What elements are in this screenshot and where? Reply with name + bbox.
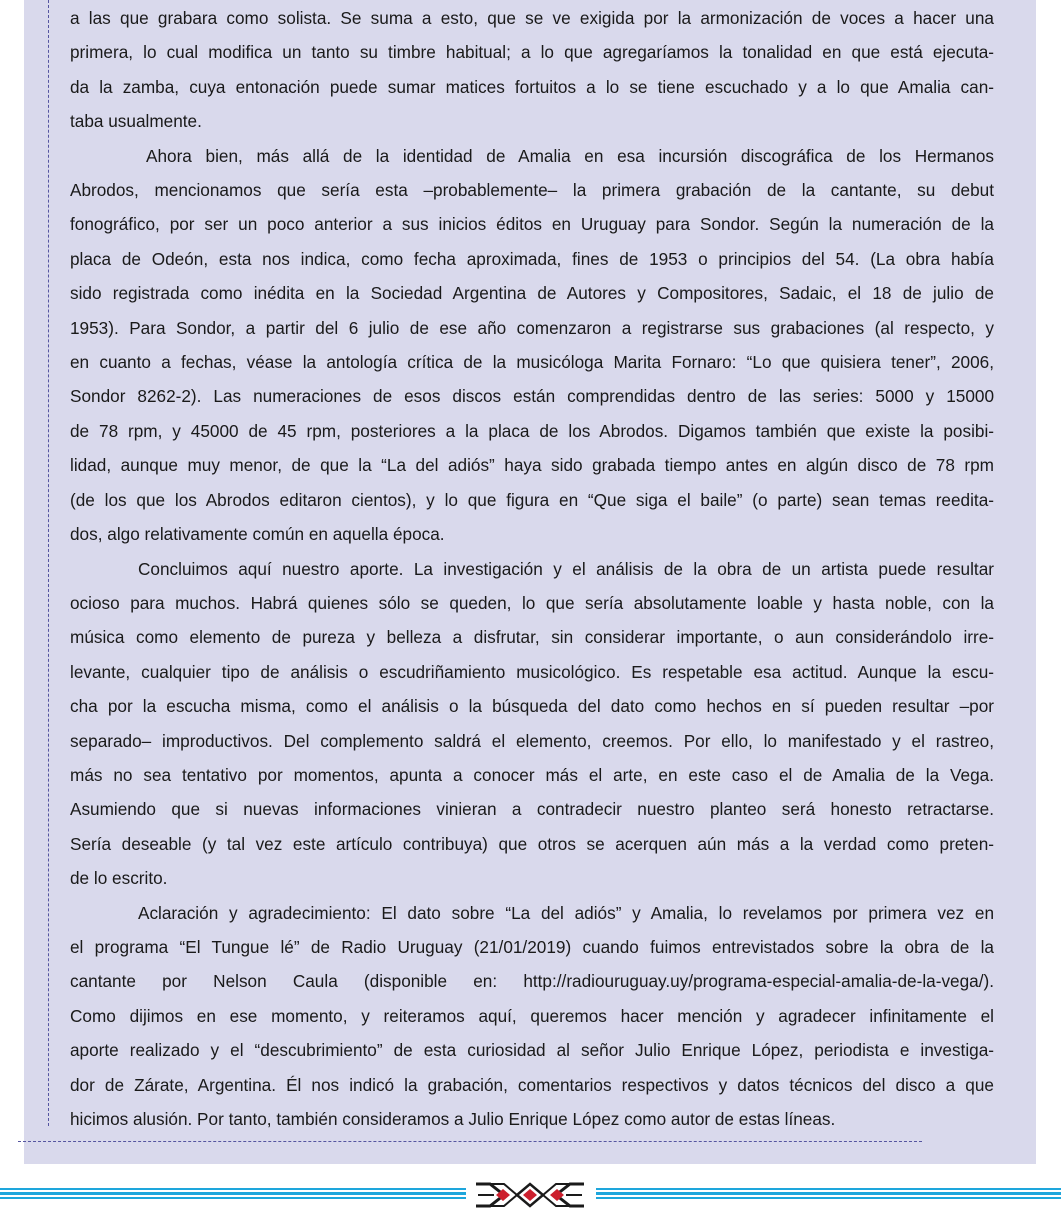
text-line: cantante por Nelson Caula (disponible en: http://radiouruguay.uy/programa-especial-amalia-de-la-vega/). xyxy=(70,971,994,992)
text-line: dor de Zárate, Argentina. Él nos indicó la grabación, comentarios respectivos y datos técnicos del disco a que xyxy=(70,1074,994,1095)
text-line: el programa “El Tungue lé” de Radio Uruguay (21/01/2019) cuando fuimos entrevistados sobre la obra de la xyxy=(70,936,994,957)
footer-line-right xyxy=(596,1188,1061,1200)
text-line: cha por la escucha misma, como el análisis o la búsqueda del dato como hechos en sí pueden resultar –por xyxy=(70,696,994,717)
text-line: Como dijimos en ese momento, y reiteramos aquí, queremos hacer mención y agradecer infinitamente el xyxy=(70,1005,994,1026)
text-line: sido registrada como inédita en la Sociedad Argentina de Autores y Compositores, Sadaic, el 18 de julio de xyxy=(70,283,994,304)
text-line: primera, lo cual modifica un tanto su timbre habitual; a lo que agregaríamos la tonalidad en que está ejecuta- xyxy=(70,42,994,63)
paragraph xyxy=(70,896,994,1137)
text-line: música como elemento de pureza y belleza a disfrutar, sin considerar importante, o aun considerándolo irre- xyxy=(70,627,994,648)
paragraph xyxy=(70,552,994,896)
text-line: Concluimos aquí nuestro aporte. La investigación y el análisis de la obra de un artista puede resultar xyxy=(138,558,994,579)
text-line: separado– improductivos. Del complemento saldrá el elemento, creemos. Por ello, lo manifestado y el rastreo, xyxy=(70,730,994,751)
text-line: 1953). Para Sondor, a partir del 6 julio de ese año comenzaron a registrarse sus grabaciones (al respecto, y xyxy=(70,317,994,338)
text-line: dos, algo relativamente común en aquella época. xyxy=(70,524,445,545)
text-line: de lo escrito. xyxy=(70,868,168,889)
text-line: Aclaración y agradecimiento: El dato sobre “La del adiós” y Amalia, lo revelamos por primera vez en xyxy=(138,902,994,923)
paragraph xyxy=(70,139,994,552)
text-line: ocioso para muchos. Habrá quienes sólo se queden, lo que sería absolutamente loable y hasta noble, con la xyxy=(70,592,994,613)
text-line: hicimos alusión. Por tanto, también consideramos a Julio Enrique López como autor de estas líneas. xyxy=(70,1109,836,1129)
diamond-pattern-ornament-icon xyxy=(474,1180,586,1210)
dashed-horizontal-rule xyxy=(18,1141,922,1142)
text-line: Ahora bien, más allá de la identidad de Amalia en esa incursión discográfica de los Hermanos xyxy=(146,145,994,166)
text-line: aporte realizado y el “descubrimiento” de esta curiosidad al señor Julio Enrique López, periodista e investiga- xyxy=(70,1040,994,1061)
text-line: a las que grabara como solista. Se suma a esto, que se ve exigida por la armonización de voces a hacer una xyxy=(70,8,994,28)
paragraph xyxy=(70,1,994,139)
text-line: lidad, aunque muy menor, de que la “La del adiós” haya sido grabada tiempo antes en algún disco de 78 rpm xyxy=(70,455,994,476)
text-line: da la zamba, cuya entonación puede sumar matices fortuitos a lo se tiene escuchado y a lo que Amalia can- xyxy=(70,76,994,97)
text-line: Sería deseable (y tal vez este artículo contribuya) que otros se acerquen aún más a la verdad como preten- xyxy=(70,833,994,854)
dashed-vertical-rule xyxy=(48,0,49,1126)
text-line: más no sea tentativo por momentos, apunta a conocer más el arte, en este caso el de Amalia de la Vega. xyxy=(70,764,994,785)
text-line: (de los que los Abrodos editaron cientos), y lo que figura en “Que siga el baile” (o parte) sean temas reedita- xyxy=(70,489,994,510)
text-line: Abrodos, mencionamos que sería esta –probablemente– la primera grabación de la cantante, su debut xyxy=(70,180,994,201)
text-line: en cuanto a fechas, véase la antología crítica de la musicóloga Marita Fornaro: “Lo que quisiera tener”, 2006, xyxy=(70,352,994,373)
text-line: Sondor 8262-2). Las numeraciones de esos discos están comprendidas dentro de las series: 5000 y 15000 xyxy=(70,386,994,407)
footer-line-left xyxy=(0,1188,466,1200)
text-line: de 78 rpm, y 45000 de 45 rpm, posteriores a la placa de los Abrodos. Digamos también que existe la posibi- xyxy=(70,420,994,441)
text-line: fonográfico, por ser un poco anterior a sus inicios éditos en Uruguay para Sondor. Según la numeración de la xyxy=(70,214,994,235)
article-body xyxy=(70,1,994,1136)
text-line: Asumiendo que si nuevas informaciones vinieran a contradecir nuestro planteo será honesto retractarse. xyxy=(70,799,994,820)
text-line: taba usualmente. xyxy=(70,111,202,132)
text-line: levante, cualquier tipo de análisis o escudriñamiento musicológico. Es respetable esa actitud. Aunque la escu- xyxy=(70,661,994,682)
text-line: placa de Odeón, esta nos indica, como fecha aproximada, fines de 1953 o principios del 54. (La obra había xyxy=(70,248,994,269)
